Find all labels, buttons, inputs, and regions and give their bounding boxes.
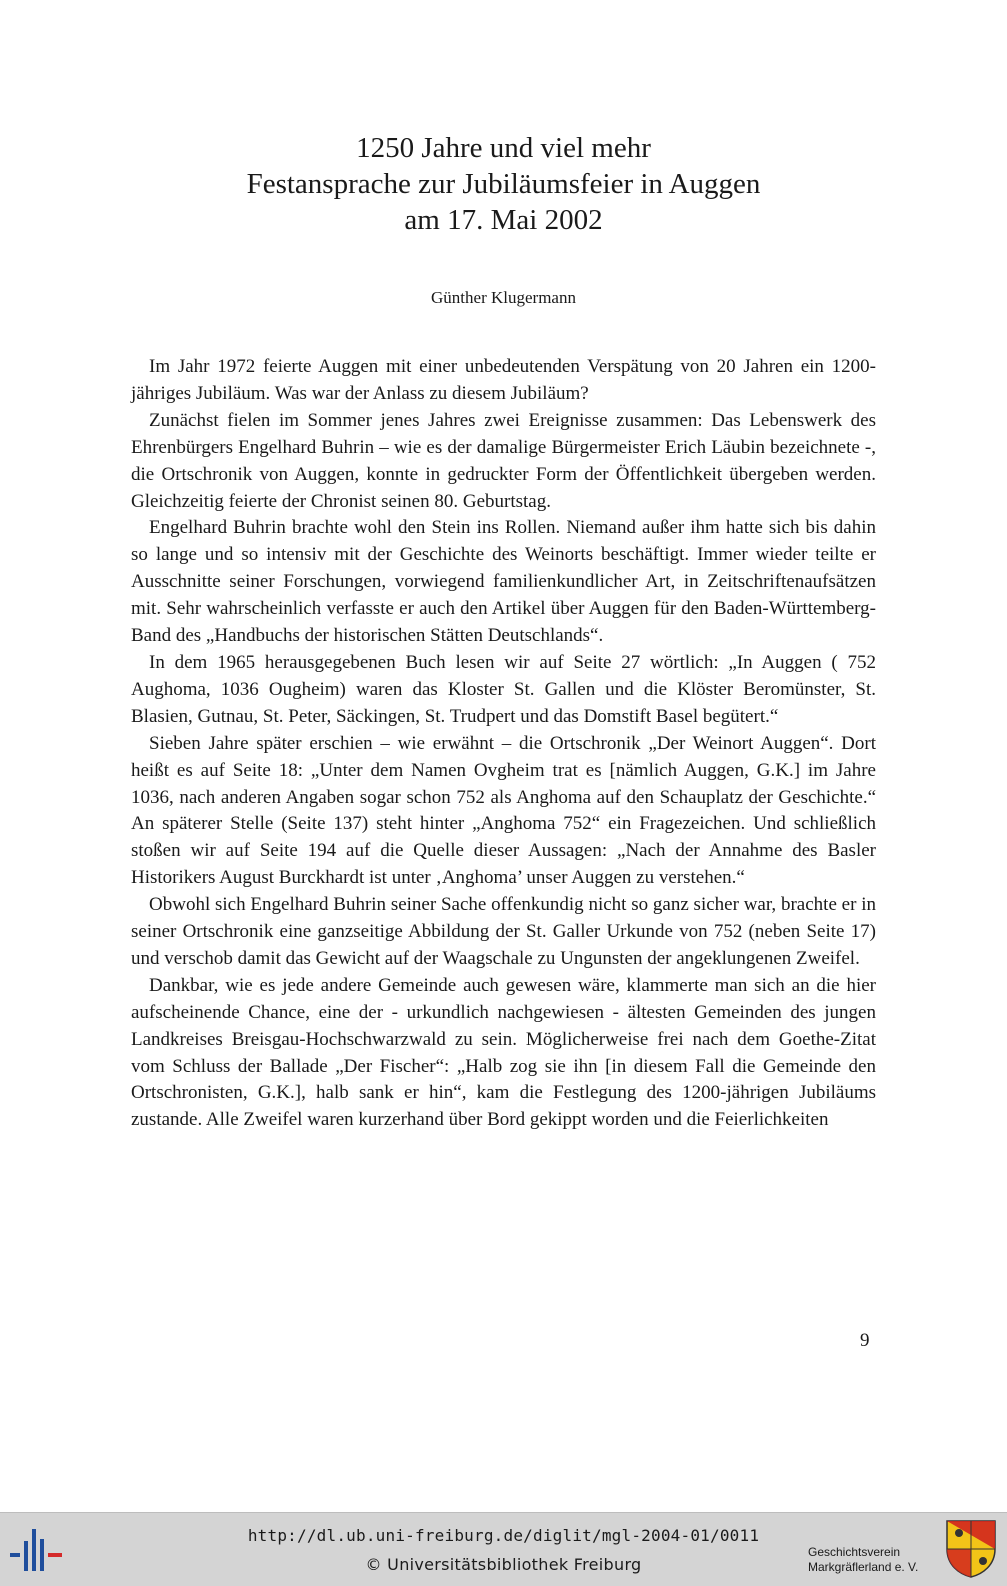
footer-organization (808, 1545, 918, 1575)
paragraph: Dankbar, wie es jede andere Gemeinde auch gewesen wäre, klammerte man sich an die hier aufscheinende Chance, eine der - urkundlich nachgewiesen - ältesten Gemeinden des jungen Landkreises Breisgau-Hochschwarzwald zu sein. Möglicherweise frei nach dem Goethe-Zitat vom Schluss der Ballade „Der Fischer“: „Halb zog sie ihn [in diesem Fall die Gemeinde den Ortschronisten, G.K.], halb sank er hin“, kam die Festlegung des 1200-jährigen Jubiläums zustande. Alle Zweifel waren kurzerhand über Bord gekippt worden und die Feierlichkeiten (131, 974, 876, 1131)
paragraph: Zunächst fielen im Sommer jenes Jahres zwei Ereignisse zusammen: Das Lebenswerk des Ehrenbürgers Engelhard Buhrin – wie es der damalige Bürgermeister Erich Läubin bezeichnete -, die Ortschronik von Auggen, konnte in gedruckter Form der Öffentlichkeit übergeben werden. Gleichzeitig feierte der Chronist seinen 80. Geburtstag. (131, 409, 876, 512)
document-title (0, 130, 1007, 238)
paragraph: In dem 1965 herausgegebenen Buch lesen wir auf Seite 27 wörtlich: „In Auggen ( 752 Aughoma, 1036 Ougheim) waren das Kloster St. Gallen und die Klöster Beromünster, St. Blasien, Gutnau, St. Peter, Säckingen, St. Trudpert und das Domstift Basel begütert.“ (131, 651, 876, 727)
paragraph: Obwohl sich Engelhard Buhrin seiner Sache offenkundig nicht so ganz sicher war, brachte er in seiner Ortschronik eine ganzseitige Abbildung der St. Galler Urkunde von 752 (neben Seite 17) und verschob damit das Gewicht auf der Waagschale zu Ungunsten der angeklungenen Zweifel. (131, 894, 876, 969)
org-line-2: Markgräflerland e. V. (808, 1560, 919, 1574)
paragraph: Engelhard Buhrin brachte wohl den Stein ins Rollen. Niemand außer ihm hatte sich bis dahin so lange und so intensiv mit der Geschichte des Weinorts beschäftigt. Immer wieder teilte er Ausschnitte seiner Forschungen, vorwiegend familienkundlicher Art, in Zeitschriftenaufsätzen mit. Sehr wahrscheinlich verfasste er auch den Artikel über Auggen für den Baden-Württemberg-Band des „Handbuchs der historischen Stätten Deutschlands“. (131, 517, 876, 647)
body-text (131, 354, 876, 1134)
page-number: 9 (860, 1330, 870, 1351)
footer-bar (0, 1512, 1007, 1586)
title-line-1: 1250 Jahre und viel mehr (356, 132, 651, 164)
title-line-2: Festansprache zur Jubiläumsfeier in Auggen (246, 168, 761, 200)
paragraph: Sieben Jahre später erschien – wie erwähnt – die Ortschronik „Der Weinort Auggen“. Dort heißt es auf Seite 18: „Unter dem Namen Ovgheim trat es [nämlich Auggen, G.K.] im Jahre 1036, nach anderen Angaben sogar schon 752 als Anghoma auf den Schauplatz der Geschichte.“ An späterer Stelle (Seite 137) steht hinter „Anghoma 752“ ein Fragezeichen. Und schließlich stoßen wir auf Seite 194 auf die Quelle dieser Aussagen: „Nach der Annahme des Basler Historikers August Burckhardt ist unter ‚Anghoma’ unser Auggen zu verstehen.“ (131, 732, 876, 889)
footer-url-link[interactable]: http://dl.ub.uni-freiburg.de/diglit/mgl-2004-01/0011 (247, 1526, 760, 1545)
author-name: Günther Klugermann (431, 288, 576, 307)
title-line-3: am 17. Mai 2002 (404, 204, 603, 236)
coat-of-arms-icon (945, 1519, 997, 1579)
footer-copyright: © Universitätsbibliothek Freiburg (365, 1555, 642, 1574)
paragraph: Im Jahr 1972 feierte Auggen mit einer unbedeutenden Verspätung von 20 Jahren ein 1200-jähriges Jubiläum. Was war der Anlass zu diesem Jubiläum? (131, 356, 876, 404)
org-line-1: Geschichtsverein (808, 1545, 901, 1559)
